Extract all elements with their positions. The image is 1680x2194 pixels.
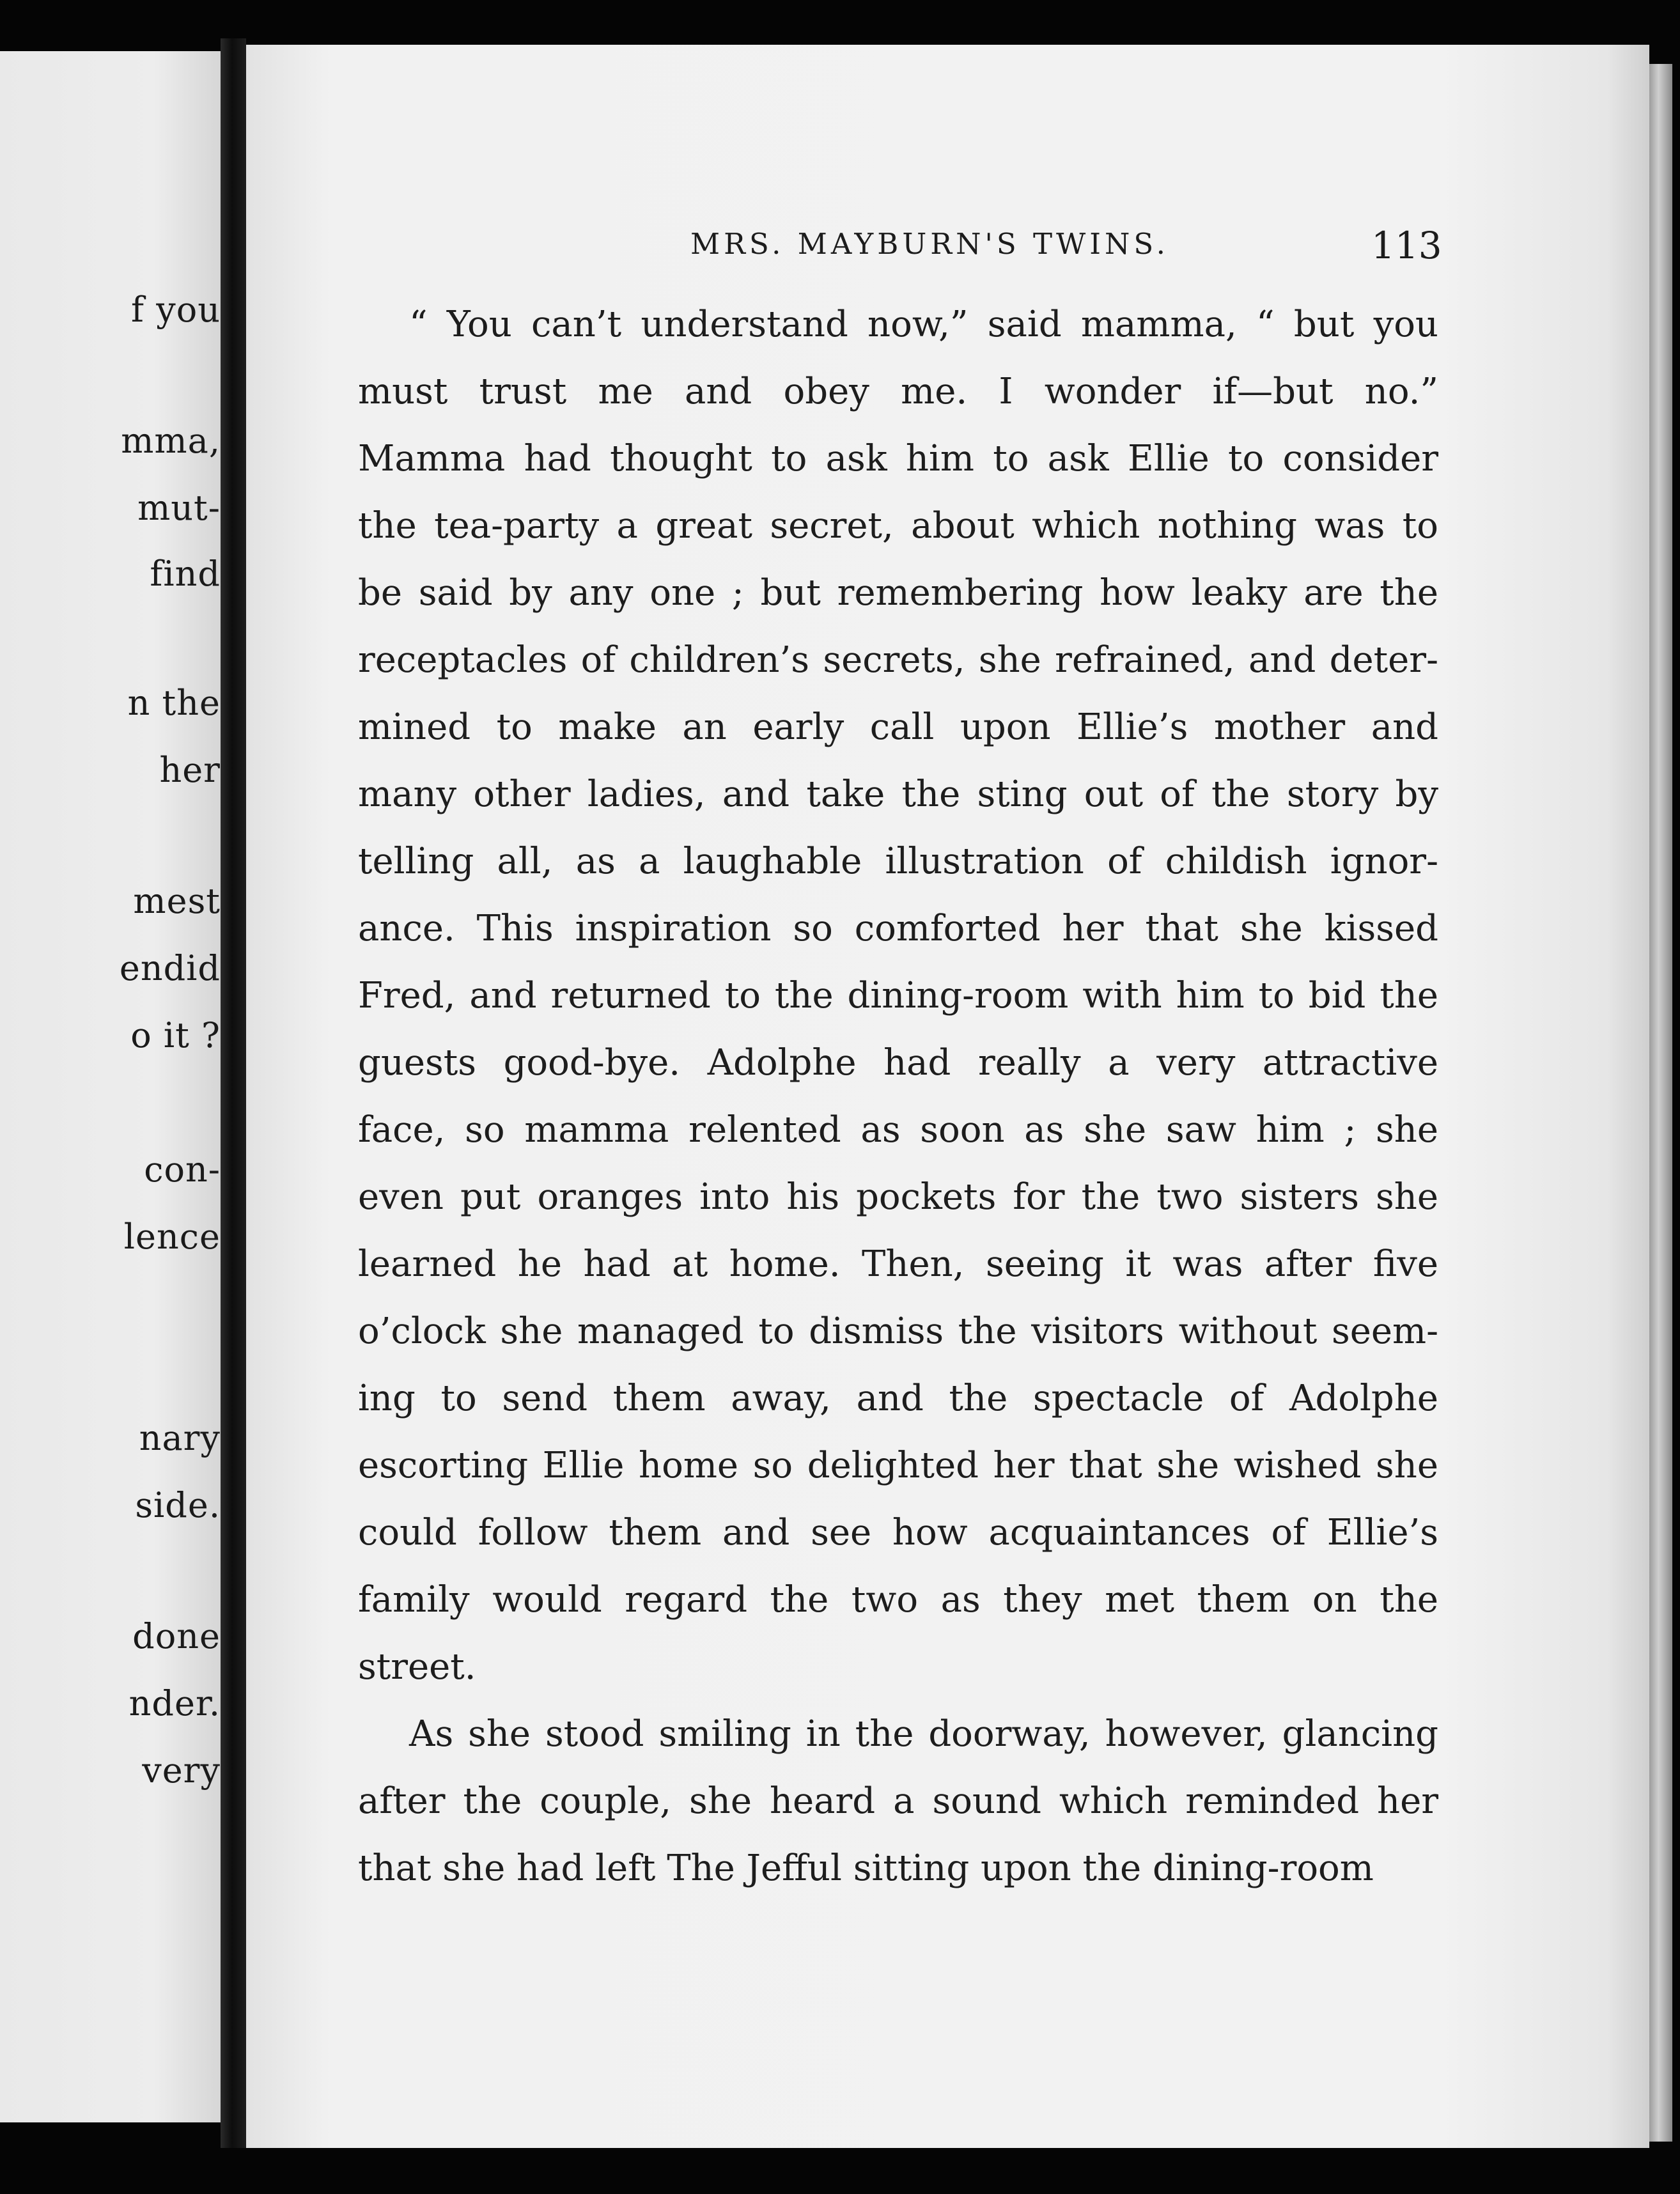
text-line: even put oranges into his pockets for the two sisters she	[358, 1176, 1438, 1218]
facing-page-text-fragment: mest	[133, 881, 221, 921]
text-line: Fred, and returned to the dining-room with him to bid the	[358, 975, 1438, 1016]
facing-page	[0, 51, 221, 2122]
facing-page-text-fragment: con-	[144, 1149, 221, 1190]
text-line: face, so mamma relented as soon as she saw him ; she	[358, 1109, 1438, 1151]
facing-page-text-fragment: o it ?	[130, 1015, 221, 1055]
running-title: MRS. MAYBURN'S TWINS.	[690, 227, 1169, 261]
facing-page-text-fragment: mma,	[121, 421, 221, 461]
text-line: the tea-party a great secret, about which nothing was to	[358, 505, 1438, 547]
body-text	[358, 291, 1438, 1902]
facing-page-text-fragment: find	[150, 554, 221, 594]
text-line: be said by any one ; but remembering how leaky are the	[358, 572, 1438, 614]
page-edge	[1649, 64, 1672, 2142]
text-line: learned he had at home. Then, seeing it was after five	[358, 1243, 1438, 1285]
text-line: guests good-bye. Adolphe had really a very attractive	[358, 1042, 1438, 1084]
text-line: Mamma had thought to ask him to ask Ellie to consider	[358, 438, 1438, 479]
facing-page-text-fragment: side.	[135, 1485, 221, 1525]
text-line: must trust me and obey me. I wonder if—but no.”	[358, 371, 1438, 412]
facing-page-text-fragment: mut-	[137, 488, 221, 528]
paragraph	[358, 1700, 1438, 1902]
page-number: 113	[1371, 224, 1442, 267]
facing-page-text-fragment: done	[132, 1616, 221, 1656]
paragraph	[358, 291, 1438, 1700]
facing-page-text-fragment: nder.	[128, 1683, 221, 1723]
text-line: that she had left The Jefful sitting upon the dining-room	[358, 1848, 1374, 1889]
text-line: after the couple, she heard a sound which reminded her	[358, 1780, 1438, 1822]
text-line: mined to make an early call upon Ellie’s mother and	[358, 706, 1438, 748]
text-line: escorting Ellie home so delighted her that she wished she	[358, 1445, 1438, 1486]
facing-page-text-fragment: her	[159, 750, 221, 790]
text-line: family would regard the two as they met them on the	[358, 1579, 1438, 1621]
text-line: could follow them and see how acquaintances of Ellie’s	[358, 1512, 1438, 1553]
text-line: ance. This inspiration so comforted her that she kissed	[358, 908, 1438, 949]
facing-page-text-fragment: endid	[119, 948, 221, 988]
facing-page-text-fragment: lence	[123, 1217, 221, 1257]
text-line: telling all, as a laughable illustration of childish ignor-	[358, 841, 1438, 882]
text-line: o’clock she managed to dismiss the visitors without seem-	[358, 1311, 1438, 1352]
text-line: street.	[358, 1646, 476, 1688]
text-line: “ You can’t understand now,” said mamma, “ but you	[409, 304, 1438, 345]
facing-page-text-fragment: nary	[139, 1418, 221, 1458]
text-line: many other ladies, and take the sting out of the story by	[358, 774, 1438, 815]
facing-page-text-fragment: f you	[131, 290, 221, 330]
text-line: As she stood smiling in the doorway, however, glancing	[409, 1713, 1438, 1755]
text-line: ing to send them away, and the spectacle of Adolphe	[358, 1378, 1438, 1419]
facing-page-text-fragment: n the	[127, 683, 221, 723]
facing-page-text-fragment: very	[142, 1750, 221, 1791]
book-gutter	[221, 38, 246, 2148]
text-line: receptacles of children’s secrets, she refrained, and deter-	[358, 639, 1438, 681]
